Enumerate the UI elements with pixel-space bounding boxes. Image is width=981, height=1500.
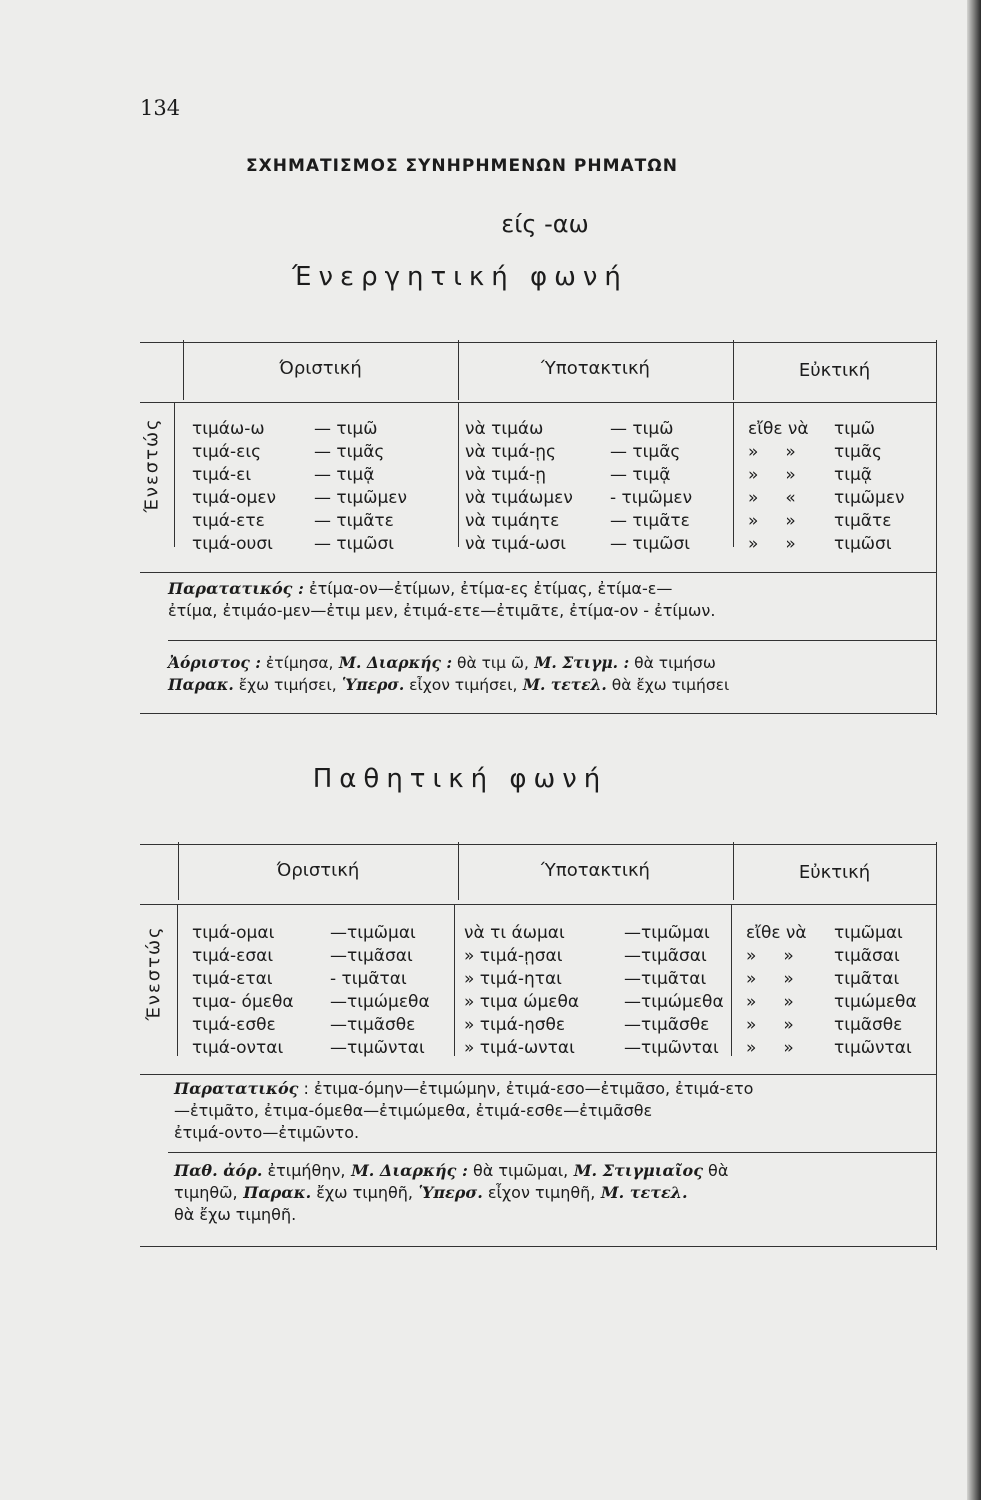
table-bottom-border: [140, 713, 937, 714]
tense-label-present: Ένεστώς: [141, 417, 163, 513]
subjunctive-contracted: —τιμῶμαι —τιμᾶσαι —τιμᾶται —τιμώμεθα —τιμᾶσθε —τιμῶνται: [624, 923, 724, 1058]
indicative-forms: τιμάω-ω τιμά-εις τιμά-ει τιμά-ομεν τιμά-ετε τιμά-ουσι: [192, 419, 277, 554]
active-conjugation-table: [140, 340, 937, 715]
other-tenses-note: Παθ. ἀόρ. ἐτιμήθην, Μ. Διαρκής : θὰ τιμῶμαι, Μ. Στιγμιαῖος θὰ τιμηθῶ, Παρακ. ἔχω τιμηθῆ, Ὑπερσ. εἶχον τιμηθῆ, Μ. τετελ. θὰ ἔχω τιμηθῆ.: [174, 1161, 729, 1224]
table-bottom-border: [140, 1246, 937, 1247]
header-divider: [140, 402, 937, 403]
passive-voice-title: Παθητική φωνή: [312, 764, 608, 794]
indicative-contracted: — τιμῶ — τιμᾶς — τιμᾷ — τιμῶμεν — τιμᾶτε — τιμῶσι: [314, 419, 407, 554]
optative-prefix: εἴθε νὰ » » » » » « » » » »: [748, 419, 809, 554]
subtitle: είς -αω: [501, 210, 589, 238]
table-top-border: [140, 342, 937, 343]
section-divider: [168, 640, 937, 641]
section-divider: [140, 572, 937, 573]
header-subjunctive: Ύποτακτική: [541, 860, 650, 881]
imperfect-note: Παρατατικός : ἐτίμα-ον—ἐτίμων, ἐτίμα-ες ἐτίμας, ἐτίμα-ε— ἐτίμα, ἐτιμάο-μεν—ἐτιμ μεν, ἐτιμά-ετε—ἐτιμᾶτε, ἐτίμα-ον - ἐτίμων.: [168, 579, 716, 620]
indicative-forms: τιμά-ομαι τιμά-εσαι τιμά-εται τιμα- όμεθα τιμά-εσθε τιμά-ονται: [192, 923, 294, 1058]
header-indicative: Όριστική: [279, 358, 362, 379]
column-divider: [174, 402, 175, 547]
active-voice-title: Ένεργητική φωνή: [292, 262, 628, 292]
passive-conjugation-table: [140, 842, 937, 1250]
optative-forms: τιμῶ τιμᾶς τιμᾷ τιμῶμεν τιμᾶτε τιμῶσι: [834, 419, 905, 554]
table-top-border: [140, 844, 937, 845]
table-right-border: [936, 340, 937, 715]
column-divider: [733, 402, 734, 547]
header-subjunctive: Ύποτακτική: [541, 358, 650, 379]
header-optative: Εὐκτική: [798, 862, 871, 883]
indicative-contracted: —τιμῶμαι —τιμᾶσαι - τιμᾶται —τιμώμεθα —τιμᾶσθε —τιμῶνται: [330, 923, 430, 1058]
column-divider: [458, 402, 459, 547]
subjunctive-contracted: — τιμῶ — τιμᾶς — τιμᾷ - τιμῶμεν — τιμᾶτε — τιμῶσι: [610, 419, 693, 554]
optative-prefix: εἴθε νὰ » » » » » » » » » »: [746, 923, 807, 1058]
subjunctive-forms: νὰ τιμάω νὰ τιμά-ῃς νὰ τιμά-ῃ νὰ τιμάωμεν νὰ τιμάητε νὰ τιμά-ωσι: [465, 419, 573, 554]
column-divider: [731, 904, 732, 1056]
imperfect-note: Παρατατικός : ἐτιμα-όμην—ἐτιμώμην, ἐτιμά-εσο—ἐτιμᾶσο, ἐτιμά-ετο —ἐτιμᾶτο, ἐτιμα-όμεθα—ἐτιμώμεθα, ἐτιμά-εσθε—ἐτιμᾶσθε ἐτιμά-οντο—ἐτιμῶντο.: [174, 1079, 754, 1142]
column-divider: [177, 904, 178, 1056]
other-tenses-note: Ἀόριστος : ἐτίμησα, Μ. Διαρκής : θὰ τιμ ῶ, Μ. Στιγμ. : θὰ τιμήσω Παρακ. ἔχω τιμήσει, Ὑπερσ. εἶχον τιμήσει, Μ. τετελ. θὰ ἔχω τιμήσει: [168, 653, 730, 694]
subjunctive-forms: νὰ τι άωμαι » τιμά-ῃσαι » τιμά-ηται » τιμα ώμεθα » τιμά-ησθε » τιμά-ωνται: [464, 923, 580, 1058]
header-indicative: Όριστική: [276, 860, 360, 881]
main-title: ΣΧΗΜΑΤΙΣΜΟΣ ΣΥΝΗΡΗΜΕΝΩΝ ΡΗΜΑΤΩΝ: [246, 156, 678, 176]
header-divider: [140, 904, 937, 905]
tense-label-present: Ένεστώς: [143, 925, 165, 1021]
header-optative: Εὐκτική: [798, 360, 871, 381]
column-divider: [454, 904, 455, 1056]
section-divider: [140, 1074, 937, 1075]
page-number: 134: [140, 96, 181, 120]
optative-forms: τιμῶμαι τιμᾶσαι τιμᾶται τιμώμεθα τιμᾶσθε τιμῶνται: [834, 923, 917, 1058]
section-divider: [168, 1152, 937, 1153]
